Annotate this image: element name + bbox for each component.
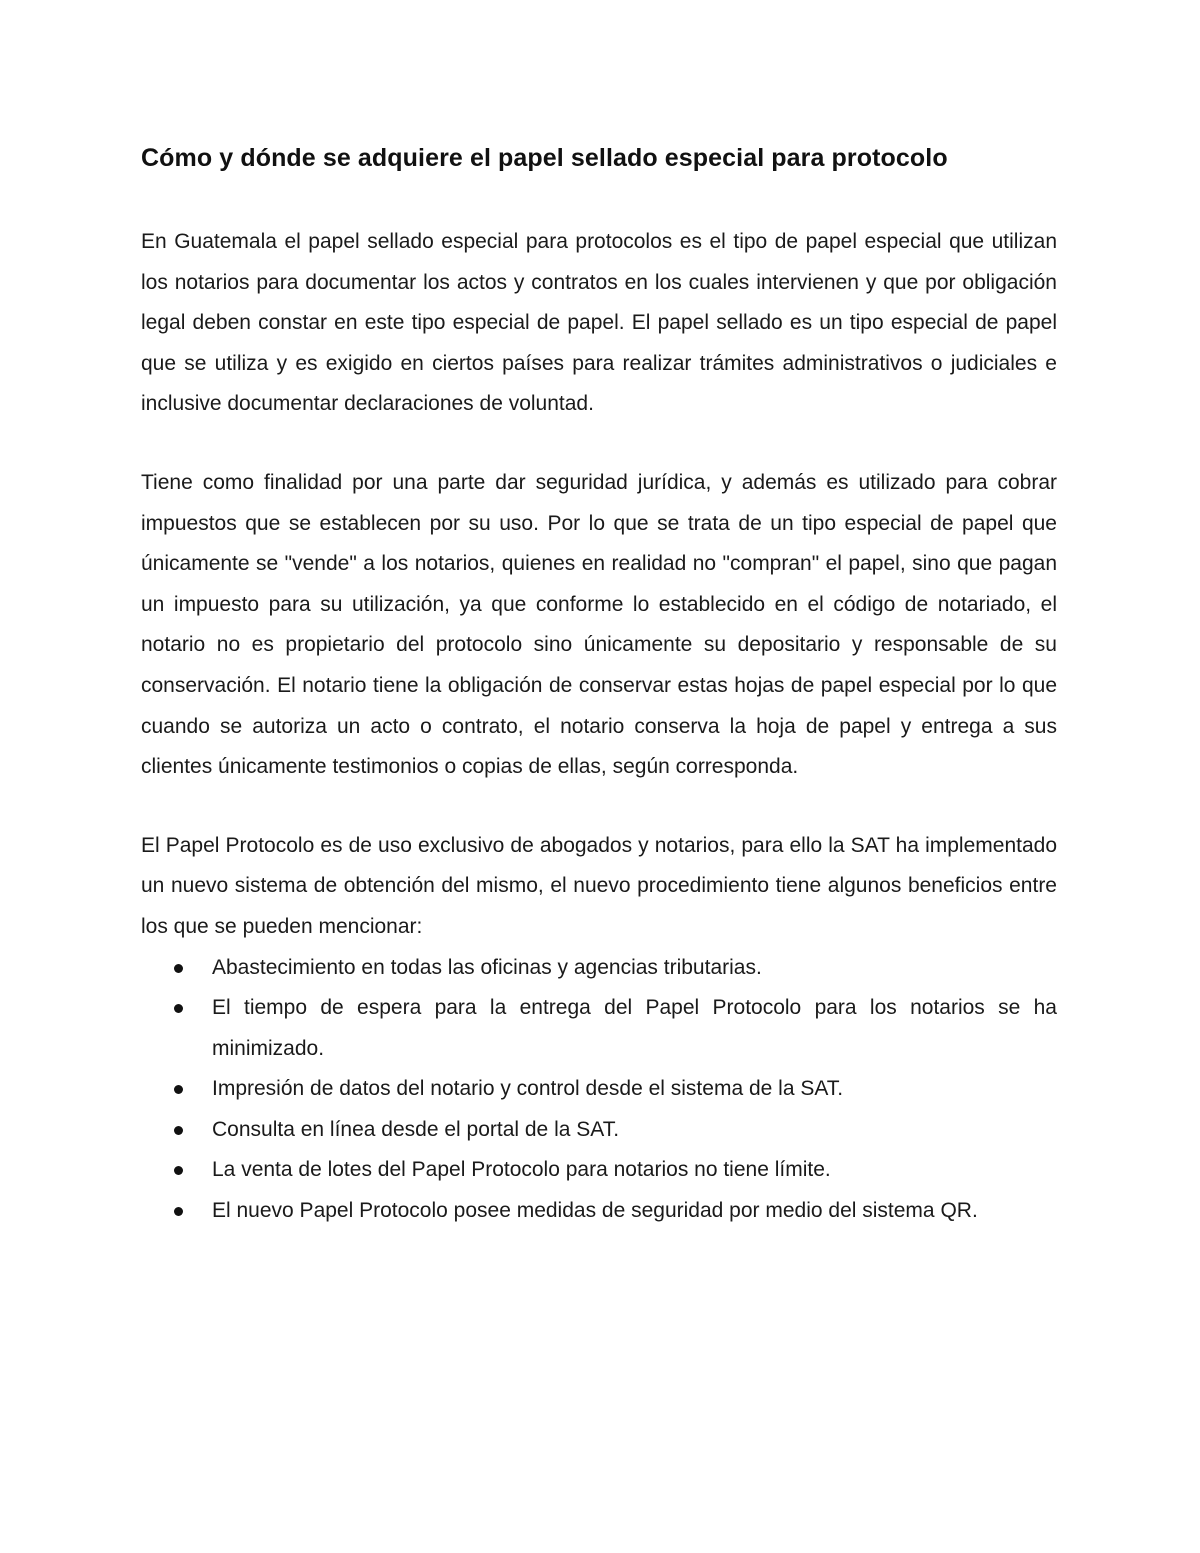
list-item: [141, 1150, 1057, 1191]
list-item: [141, 1069, 1057, 1110]
document-page: [141, 138, 1057, 1232]
list-item-text: Consulta en línea desde el portal de la SAT.: [212, 1117, 620, 1141]
paragraph-3: El Papel Protocolo es de uso exclusivo de abogados y notarios, para ello la SAT ha implementado un nuevo sistema de obtención del mismo, el nuevo procedimiento tiene algunos beneficios entre los que se pueden mencionar:: [141, 833, 1057, 938]
list-item: [141, 1110, 1057, 1151]
bullet-icon: [174, 964, 183, 973]
bullet-icon: [174, 1207, 183, 1216]
benefits-list: [141, 948, 1057, 1232]
list-item-text: Impresión de datos del notario y control desde el sistema de la SAT.: [212, 1077, 844, 1101]
list-item-text: La venta de lotes del Papel Protocolo para notarios no tiene límite.: [212, 1158, 831, 1182]
list-item-text: Abastecimiento en todas las oficinas y agencias tributarias.: [212, 955, 762, 979]
list-item: [141, 948, 1057, 989]
bullet-icon: [174, 1166, 183, 1175]
list-item: [141, 988, 1057, 1069]
list-item-text: El nuevo Papel Protocolo posee medidas de seguridad por medio del sistema QR.: [212, 1199, 978, 1223]
bullet-icon: [174, 1126, 183, 1135]
list-item: [141, 1191, 1057, 1232]
paragraph-2: Tiene como finalidad por una parte dar seguridad jurídica, y además es utilizado para cobrar impuestos que se establecen por su uso. Por lo que se trata de un tipo especial de papel que únicamente se "vende" a los notarios, quienes en realidad no "compran" el papel, sino que pagan un impuesto para su utilización, ya que conforme lo establecido en el código de notariado, el notario no es propietario del protocolo sino únicamente su depositario y responsable de su conservación. El notario tiene la obligación de conservar estas hojas de papel especial por lo que cuando se autoriza un acto o contrato, el notario conserva la hoja de papel y entrega a sus clientes únicamente testimonios o copias de ellas, según corresponda.: [141, 470, 1057, 779]
bullet-icon: [174, 1085, 183, 1094]
list-item-text: El tiempo de espera para la entrega del Papel Protocolo para los notarios se ha minimizado.: [212, 996, 1057, 1060]
document-title: Cómo y dónde se adquiere el papel sellado especial para protocolo: [141, 144, 948, 172]
bullet-icon: [174, 1004, 183, 1013]
paragraph-1: En Guatemala el papel sellado especial para protocolos es el tipo de papel especial que utilizan los notarios para documentar los actos y contratos en los cuales intervienen y que por obligación legal deben constar en este tipo especial de papel. El papel sellado es un tipo especial de papel que se utiliza y es exigido en ciertos países para realizar trámites administrativos o judiciales e inclusive documentar declaraciones de voluntad.: [141, 230, 1057, 416]
